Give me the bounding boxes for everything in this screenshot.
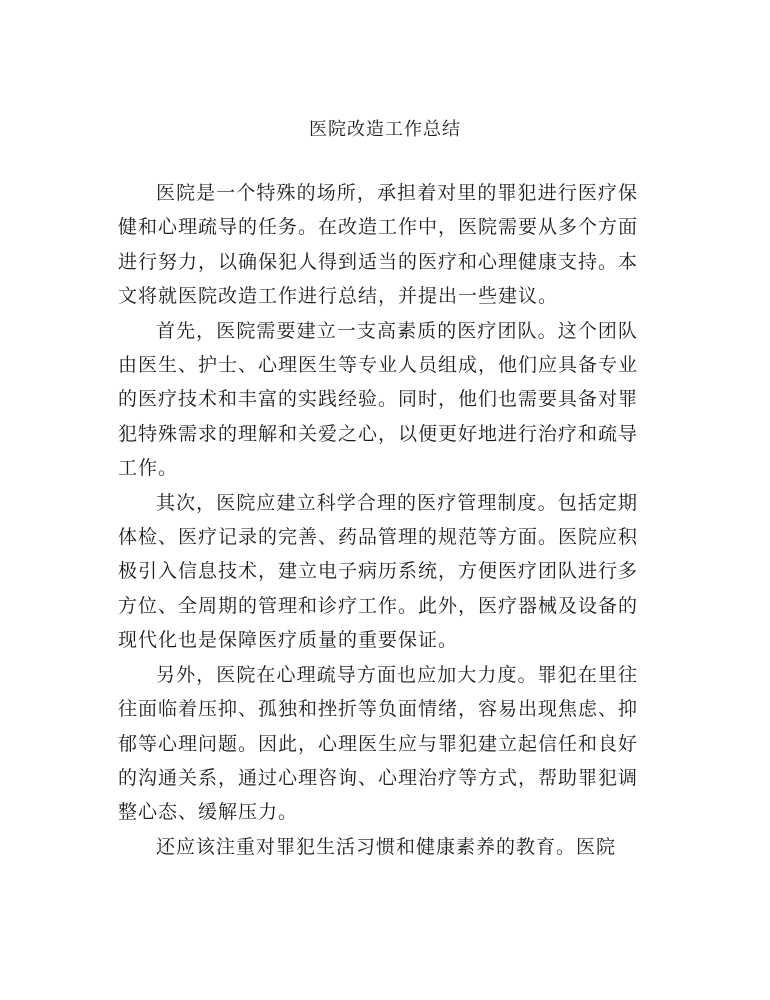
paragraph-medical-team: 首先，医院需要建立一支高素质的医疗团队。这个团队由医生、护士、心理医生等专业人员组成，他们应具备专业的医疗技术和丰富的实践经验。同时，他们也需要具备对罪犯特殊需求的理解和关爱之心，以便更好地进行治疗和疏导工作。 <box>118 319 639 480</box>
paragraph-health-education: 还应该注重对罪犯生活习惯和健康素养的教育。医院 <box>156 835 617 858</box>
document-title: 医院改造工作总结 <box>309 119 461 140</box>
document-body <box>118 176 638 864</box>
paragraph-intro: 医院是一个特殊的场所，承担着对里的罪犯进行医疗保健和心理疏导的任务。在改造工作中，医院需要从多个方面进行努力，以确保犯人得到适当的医疗和心理健康支持。本文将就医院改造工作进行总结，并提出一些建议。 <box>118 182 639 308</box>
paragraph-management-system: 其次，医院应建立科学合理的医疗管理制度。包括定期体检、医疗记录的完善、药品管理的规范等方面。医院应积极引入信息技术，建立电子病历系统，方便医疗团队进行多方位、全周期的管理和诊疗工作。此外，医疗器械及设备的现代化也是保障医疗质量的重要保证。 <box>118 491 639 652</box>
paragraph-psychological-counseling: 另外，医院在心理疏导方面也应加大力度。罪犯在里往往面临着压抑、孤独和挫折等负面情绪，容易出现焦虑、抑郁等心理问题。因此，心理医生应与罪犯建立起信任和良好的沟通关系，通过心理咨询、心理治疗等方式，帮助罪犯调整心态、缓解压力。 <box>118 663 639 824</box>
